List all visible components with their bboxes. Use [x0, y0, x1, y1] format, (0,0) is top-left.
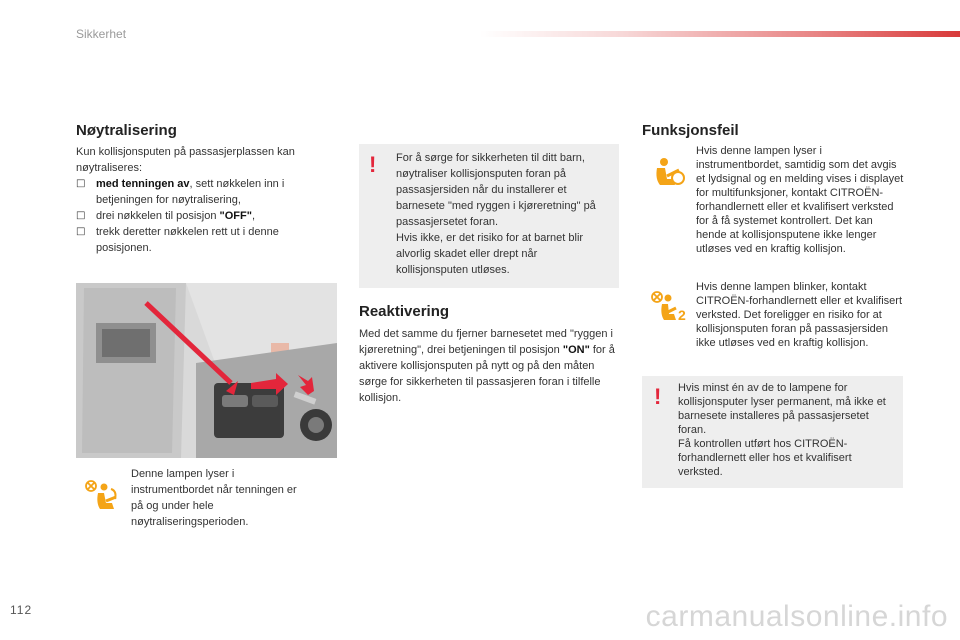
checkbox-bullet-icon: □	[76, 210, 86, 221]
airbag-off-warning-lamp-icon	[82, 479, 122, 518]
step-text: trekk deretter nøkkelen rett ut i denne posisjonen.	[96, 226, 279, 254]
child-seat-warning-text	[396, 150, 611, 278]
step-text: , sett nøkkelen inn i betjeningen for nøytralisering,	[96, 178, 285, 206]
warning-paragraph: For å sørge for sikkerheten til ditt barn, nøytraliser kollisjonsputen foran på passasjersiden når du installerer et barnesete "med ryggen i kjøreretning" på passasjersetet foran.	[396, 152, 596, 228]
malfunction-item2-text: Hvis denne lampen blinker, kontakt CITROËN-forhandlernett eller et kvalifisert verksted. Det foreligger en risiko for at kollisjonsputen foran på passasjersiden ikke utløses ved en kraftig kollisjon.	[696, 281, 903, 349]
warning-exclamation-icon: !	[369, 152, 377, 177]
warning-exclamation-icon: !	[654, 384, 662, 409]
airbag-off-caption: Denne lampen lyser i instrumentbordet når tenningen er på og under hele nøytraliseringsperioden.	[131, 468, 297, 528]
airbag-system-warning-lamp-icon	[651, 157, 685, 194]
glovebox-key-switch-photo	[76, 283, 337, 458]
reactivation-text-b: for å aktivere kollisjonsputen på nytt og på den måten sørge for sikkerheten til passasjeren foran i tilfelle kollisjon.	[359, 344, 615, 404]
airbag-fault-badge: 2	[678, 307, 686, 323]
photo-illustration	[76, 283, 337, 458]
checkbox-bullet-icon: □	[76, 178, 86, 189]
list-item	[76, 224, 326, 256]
warning-paragraph: Hvis minst én av de to lampene for kollisjonsputer lyser permanent, må ikke et barnesete installeres på passasjersetet foran.	[678, 382, 886, 436]
step-text: ,	[251, 210, 256, 222]
child-seat-warning-box	[359, 144, 619, 288]
watermark: carmanualsonline.info	[645, 600, 948, 633]
airbag-fault-warning-lamp-icon	[648, 290, 688, 329]
neutralisation-text	[76, 144, 326, 256]
heading-reactivation: Reaktivering	[359, 303, 450, 320]
neutralisation-steps	[76, 176, 326, 256]
step-text: drei nøkkelen til posisjon	[96, 210, 220, 222]
list-item	[76, 176, 326, 208]
step-bold: "OFF"	[219, 210, 252, 222]
page-number: 112	[10, 603, 33, 617]
reactivation-text-a: Med det samme du fjerner barnesetet med "ryggen i kjøreretning", drei betjeningen til posisjon	[359, 328, 613, 356]
warning-paragraph: Få kontrollen utført hos CITROËN-forhandlernett eller hos et kvalifisert verksted.	[678, 438, 852, 478]
step-bold: med tenningen av	[96, 178, 190, 190]
section-title: Sikkerhet	[76, 27, 127, 41]
heading-malfunction: Funksjonsfeil	[642, 122, 739, 139]
malfunction-warning-box	[642, 376, 903, 488]
neutralisation-intro: Kun kollisjonsputen på passasjerplassen kan nøytraliseres:	[76, 146, 295, 174]
heading-neutralisation: Nøytralisering	[76, 122, 177, 139]
reactivation-bold: "ON"	[562, 344, 590, 356]
header-gradient-bar	[480, 31, 960, 37]
list-item	[76, 208, 326, 224]
warning-paragraph: Hvis ikke, er det risiko for at barnet blir alvorlig skadet eller drept når kollisjonsputen utløses.	[396, 232, 584, 276]
malfunction-item1-text: Hvis denne lampen lyser i instrumentbordet, samtidig som det avgis et lydsignal og en melding vises i displayet for multifunksjoner, kontakt CITROËN-forhandlernett eller et kvalifisert verksted for å få systemet kontrollert. Det kan hende at kollisjonsputene ikke lenger utløses ved en kraftig kollisjon.	[696, 145, 904, 255]
checkbox-bullet-icon: □	[76, 226, 86, 237]
malfunction-warning-text	[678, 381, 893, 479]
reactivation-text	[359, 326, 619, 406]
